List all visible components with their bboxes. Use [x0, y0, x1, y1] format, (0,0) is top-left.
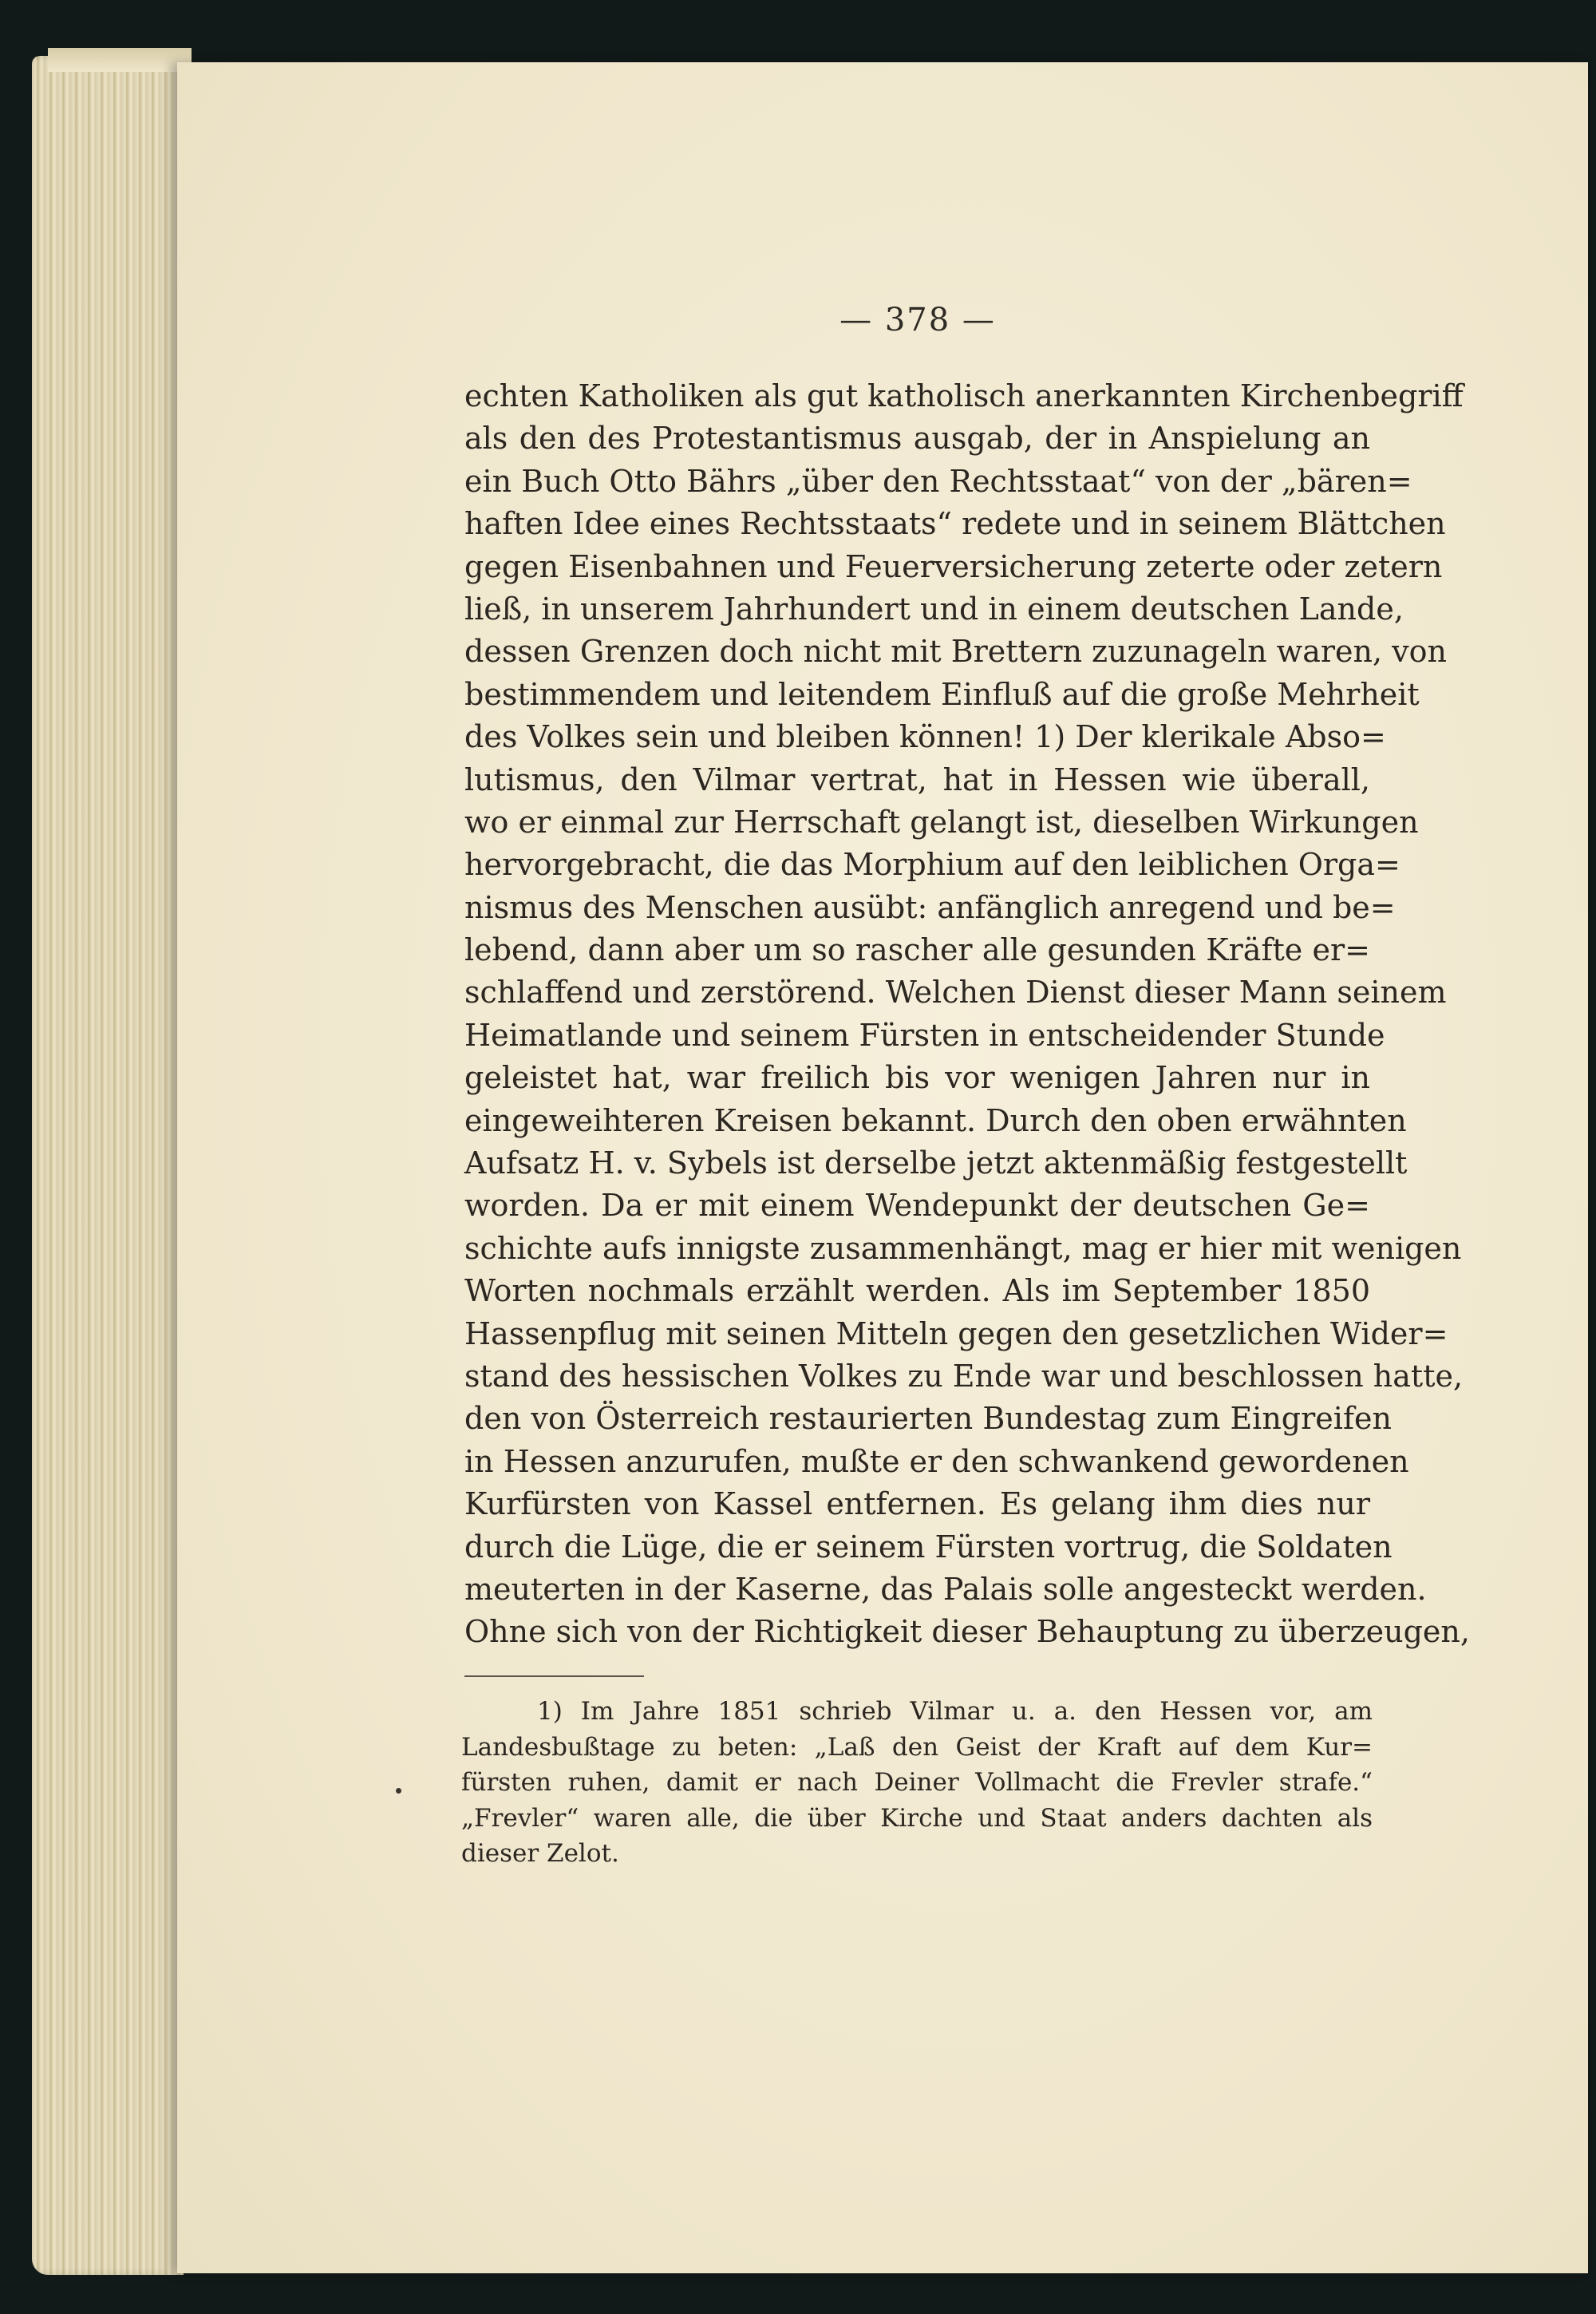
footnote-line: 1) Im Jahre 1851 schrieb Vilmar u. a. den Hessen vor, am	[537, 1697, 1373, 1726]
text-line: lebend, dann aber um so rascher alle gesunden Kräfte er=	[464, 932, 1370, 968]
text-line: Hassenpflug mit seinen Mitteln gegen den gesetzlichen Wider=	[464, 1315, 1448, 1351]
page-edges-top	[48, 48, 192, 72]
text-line: gegen Eisenbahnen und Feuerversicherung zeterte oder zetern	[464, 548, 1443, 584]
footnote	[461, 1694, 1373, 1872]
footnote-line: fürsten ruhen, damit er nach Deiner Vollmacht die Frevler strafe.“	[461, 1768, 1373, 1797]
footnote-line: dieser Zelot.	[461, 1839, 619, 1868]
text-line: schlaffend und zerstörend. Welchen Dienst dieser Mann seinem	[464, 975, 1447, 1011]
text-line: haften Idee eines Rechtsstaats“ redete und in seinem Blättchen	[464, 506, 1446, 542]
text-line: bestimmendem und leitendem Einfluß auf die große Mehrheit	[464, 676, 1420, 712]
text-line: des Volkes sein und bleiben können! 1) Der klerikale Abso=	[464, 719, 1386, 755]
text-line: Ohne sich von der Richtigkeit dieser Behauptung zu überzeugen,	[464, 1614, 1470, 1650]
text-line: lutismus, den Vilmar vertrat, hat in Hessen wie überall,	[464, 761, 1370, 797]
text-line: worden. Da er mit einem Wendepunkt der deutschen Ge=	[464, 1188, 1370, 1224]
text-line: hervorgebracht, die das Morphium auf den leiblichen Orga=	[464, 847, 1400, 883]
page-edges	[32, 56, 184, 2275]
footnote-line: „Frevler“ waren alle, die über Kirche und Staat anders dachten als	[461, 1803, 1373, 1833]
text-line: den von Österreich restaurierten Bundestag zum Eingreifen	[464, 1401, 1392, 1437]
ink-speck	[396, 1788, 401, 1794]
text-line: geleistet hat, war freilich bis vor wenigen Jahren nur in	[464, 1060, 1370, 1096]
text-line: Kurfürsten von Kassel entfernen. Es gelang ihm dies nur	[464, 1486, 1370, 1522]
text-line: Worten nochmals erzählt werden. Als im September 1850	[464, 1273, 1370, 1309]
text-line: stand des hessischen Volkes zu Ende war und beschlossen hatte,	[464, 1358, 1464, 1394]
text-line: ließ, in unserem Jahrhundert und in einem deutschen Lande,	[464, 591, 1404, 627]
text-line: eingeweihteren Kreisen bekannt. Durch den oben erwähnten	[464, 1102, 1407, 1138]
text-line: schichte aufs innigste zusammenhängt, mag er hier mit wenigen	[464, 1230, 1462, 1266]
text-line: wo er einmal zur Herrschaft gelangt ist, dieselben Wirkungen	[464, 804, 1419, 840]
page-number: — 378 —	[839, 302, 996, 338]
text-line: durch die Lüge, die er seinem Fürsten vortrug, die Soldaten	[464, 1529, 1393, 1564]
text-line: in Hessen anzurufen, mußte er den schwankend gewordenen	[464, 1443, 1409, 1479]
page-header	[0, 302, 1596, 338]
text-line: Heimatlande und seinem Fürsten in entscheidender Stunde	[464, 1017, 1385, 1053]
text-line: als den des Protestantismus ausgab, der in Anspielung an	[464, 421, 1370, 457]
text-line: dessen Grenzen doch nicht mit Brettern zuzunageln waren, von	[464, 634, 1447, 670]
text-line: meuterten in der Kaserne, das Palais solle angesteckt werden.	[464, 1571, 1427, 1607]
text-line: echten Katholiken als gut katholisch anerkannten Kirchenbegriff	[464, 378, 1464, 413]
text-line: ein Buch Otto Bährs „über den Rechtsstaat“ von der „bären=	[464, 463, 1412, 499]
text-line: nismus des Menschen ausübt: anfänglich anregend und be=	[464, 889, 1396, 925]
text-line: Aufsatz H. v. Sybels ist derselbe jetzt aktenmäßig festgestellt	[464, 1145, 1408, 1181]
footnote-line: Landesbußtage zu beten: „Laß den Geist der Kraft auf dem Kur=	[461, 1732, 1373, 1762]
body-text	[464, 375, 1470, 1654]
footnote-rule	[464, 1675, 644, 1677]
